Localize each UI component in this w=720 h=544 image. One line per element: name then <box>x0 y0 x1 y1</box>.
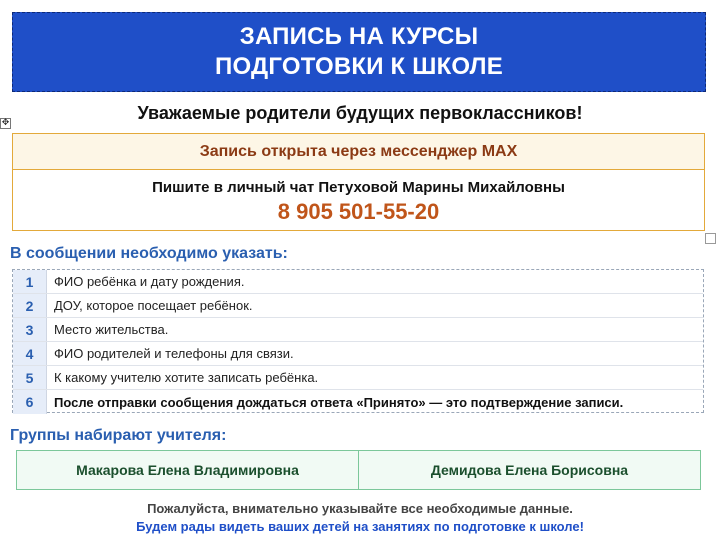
step-text: ФИО родителей и телефоны для связи. <box>54 346 294 361</box>
greeting-heading: Уважаемые родители будущих первоклассников! <box>137 103 583 123</box>
contact-info-body <box>13 170 704 226</box>
step-number: 1 <box>13 270 47 293</box>
table-row <box>13 342 703 366</box>
move-icon[interactable]: ✥ <box>1 118 10 128</box>
step-number: 6 <box>13 390 47 414</box>
contact-info-box <box>12 133 705 231</box>
teachers-title: Группы набирают учителя: <box>10 427 227 444</box>
banner-title-line2: ПОДГОТОВКИ К ШКОЛЕ <box>215 53 503 80</box>
contact-info-header: Запись открыта через мессенджер MAX <box>13 134 704 170</box>
title-banner <box>12 12 706 92</box>
step-number: 2 <box>13 294 47 317</box>
contact-phone: 8 905 501-55-20 <box>277 199 440 224</box>
teacher-cell: Демидова Елена Борисовна <box>358 451 700 489</box>
step-text: После отправки сообщения дождаться ответа «Принято» — это подтверждение записи. <box>54 394 624 410</box>
step-text: Место жительства. <box>54 322 169 337</box>
teachers-table <box>16 450 701 490</box>
footer-note: Пожалуйста, внимательно указывайте все необходимые данные. <box>147 501 573 516</box>
footer <box>0 500 720 536</box>
table-row <box>13 390 703 414</box>
footer-welcome: Будем рады видеть ваших детей на занятиях по подготовке к школе! <box>136 519 584 534</box>
step-text: ФИО ребёнка и дату рождения. <box>54 274 245 289</box>
teacher-cell: Макарова Елена Владимировна <box>76 462 299 478</box>
step-text: К какому учителю хотите записать ребёнка. <box>54 370 319 385</box>
table-row <box>13 318 703 342</box>
steps-title: В сообщении необходимо указать: <box>10 245 288 262</box>
banner-title-line1: ЗАПИСЬ НА КУРСЫ <box>239 23 479 50</box>
contact-chat-text: Пишите в личный чат Петуховой Марины Михайловны <box>152 179 565 196</box>
step-number: 3 <box>13 318 47 341</box>
table-row <box>13 270 703 294</box>
step-number: 5 <box>13 366 47 389</box>
step-number: 4 <box>13 342 47 365</box>
resize-handle[interactable] <box>705 233 716 244</box>
step-text: ДОУ, которое посещает ребёнок. <box>54 298 253 313</box>
table-row <box>13 366 703 390</box>
table-row <box>13 294 703 318</box>
steps-table <box>12 269 704 413</box>
